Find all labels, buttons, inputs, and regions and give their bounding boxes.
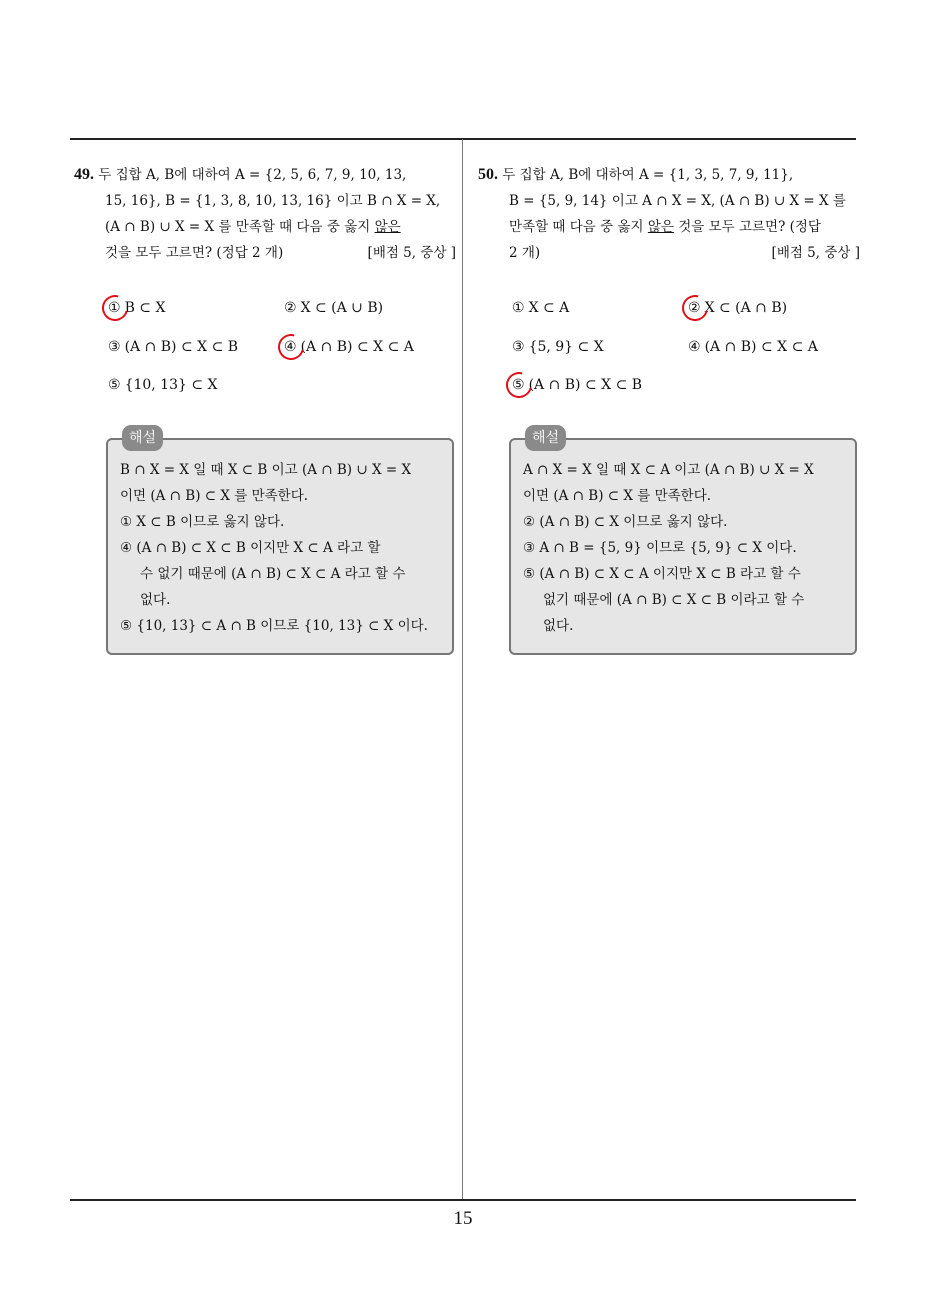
choice-5[interactable]: [512, 375, 642, 395]
underlined-word: 않은: [647, 219, 674, 235]
question-line: 만족할 때 다음 중 옳지: [509, 219, 648, 235]
choices-list: [74, 278, 456, 398]
choice-text: (A ∩ B) ⊂ X ⊂ A: [704, 339, 818, 355]
choice-text: {10, 13} ⊂ X: [124, 377, 218, 393]
problem-number: 50.: [478, 166, 498, 183]
solution-line: ④ (A ∩ B) ⊂ X ⊂ B 이지만 X ⊂ A 라고 할: [120, 540, 381, 556]
choice-number: ①: [108, 300, 121, 316]
points-label: [배점 5, 중상 ]: [771, 245, 860, 261]
solution-box: [509, 438, 857, 655]
choice-number: ③: [108, 339, 121, 355]
solution-panel: [509, 430, 857, 655]
solution-line: 이면 (A ∩ B) ⊂ X 를 만족한다.: [120, 488, 309, 504]
choice-text: {5, 9} ⊂ X: [528, 339, 604, 355]
choice-number: ②: [688, 300, 701, 316]
solution-line: ① X ⊂ B 이므로 옳지 않다.: [120, 514, 285, 530]
choice-number: ②: [284, 300, 297, 316]
solution-tag: 해설: [525, 425, 566, 451]
question-line: 2 개): [509, 245, 541, 261]
choices-list: [478, 278, 860, 398]
choice-number: ③: [512, 339, 525, 355]
question-line: 것을 모두 고르면? (정답 2 개): [105, 245, 284, 261]
top-rule: [70, 138, 856, 140]
solution-panel: [106, 430, 454, 655]
choice-3[interactable]: [512, 337, 604, 357]
question-line: B = {5, 9, 14} 이고 A ∩ X = X, (A ∩ B) ∪ X = X 를: [509, 193, 846, 209]
answer-circle-mark: [677, 290, 713, 326]
underlined-word: 않은: [374, 219, 401, 235]
choice-text: X ⊂ (A ∩ B): [704, 300, 788, 316]
solution-line: 이면 (A ∩ B) ⊂ X 를 만족한다.: [523, 488, 712, 504]
choice-3[interactable]: [108, 337, 238, 357]
solution-box: [106, 438, 454, 655]
solution-tag: 해설: [122, 425, 163, 451]
solution-line: 없다.: [140, 592, 171, 608]
solution-line: ③ A ∩ B = {5, 9} 이므로 {5, 9} ⊂ X 이다.: [523, 540, 797, 556]
choice-1[interactable]: [108, 298, 165, 318]
solution-line: 없다.: [543, 618, 574, 634]
choice-number: ⑤: [512, 377, 525, 393]
answer-circle-mark: [501, 367, 537, 403]
solution-line: ② (A ∩ B) ⊂ X 이므로 옳지 않다.: [523, 514, 728, 530]
choice-4[interactable]: [688, 337, 818, 357]
problem-49: [74, 162, 456, 655]
answer-circle-mark: [97, 290, 133, 326]
solution-line: 수 없기 때문에 (A ∩ B) ⊂ X ⊂ A 라고 할 수: [140, 566, 406, 582]
choice-text: (A ∩ B) ⊂ X ⊂ B: [528, 377, 643, 393]
problem-number: 49.: [74, 166, 94, 183]
choice-text: (A ∩ B) ⊂ X ⊂ B: [124, 339, 239, 355]
choice-text: X ⊂ A: [528, 300, 570, 316]
choice-4[interactable]: [284, 337, 414, 357]
question-line: 두 집합 A, B에 대하여 A = {2, 5, 6, 7, 9, 10, 13,: [98, 167, 407, 183]
choice-2[interactable]: [284, 298, 383, 318]
bottom-rule: [70, 1199, 856, 1201]
column-divider: [462, 139, 463, 1200]
page-number: 15: [453, 1208, 473, 1229]
question-text: [478, 162, 860, 266]
question-line: 15, 16}, B = {1, 3, 8, 10, 13, 16} 이고 B ∩ X = X,: [105, 193, 441, 209]
choice-number: ⑤: [108, 377, 121, 393]
choice-2[interactable]: [688, 298, 787, 318]
question-line: 것을 모두 고르면? (정답: [673, 219, 821, 235]
question-text: [74, 162, 456, 266]
choice-number: ④: [688, 339, 701, 355]
solution-line: ⑤ (A ∩ B) ⊂ X ⊂ A 이지만 X ⊂ B 라고 할 수: [523, 566, 801, 582]
choice-text: (A ∩ B) ⊂ X ⊂ A: [300, 339, 414, 355]
question-line: 두 집합 A, B에 대하여 A = {1, 3, 5, 7, 9, 11},: [502, 167, 794, 183]
problem-50: [478, 162, 860, 655]
choice-text: X ⊂ (A ∪ B): [300, 300, 384, 316]
choice-1[interactable]: [512, 298, 569, 318]
solution-line: B ∩ X = X 일 때 X ⊂ B 이고 (A ∩ B) ∪ X = X: [120, 462, 412, 478]
solution-line: 없기 때문에 (A ∩ B) ⊂ X ⊂ B 이라고 할 수: [543, 592, 805, 608]
answer-circle-mark: [273, 329, 309, 365]
solution-line: ⑤ {10, 13} ⊂ A ∩ B 이므로 {10, 13} ⊂ X 이다.: [120, 618, 428, 634]
solution-line: A ∩ X = X 일 때 X ⊂ A 이고 (A ∩ B) ∪ X = X: [523, 462, 814, 478]
choice-number: ①: [512, 300, 525, 316]
question-line: (A ∩ B) ∪ X = X 를 만족할 때 다음 중 옳지: [105, 219, 375, 235]
choice-number: ④: [284, 339, 297, 355]
choice-5[interactable]: [108, 375, 218, 395]
choice-text: B ⊂ X: [124, 300, 166, 316]
points-label: [배점 5, 중상 ]: [367, 245, 456, 261]
